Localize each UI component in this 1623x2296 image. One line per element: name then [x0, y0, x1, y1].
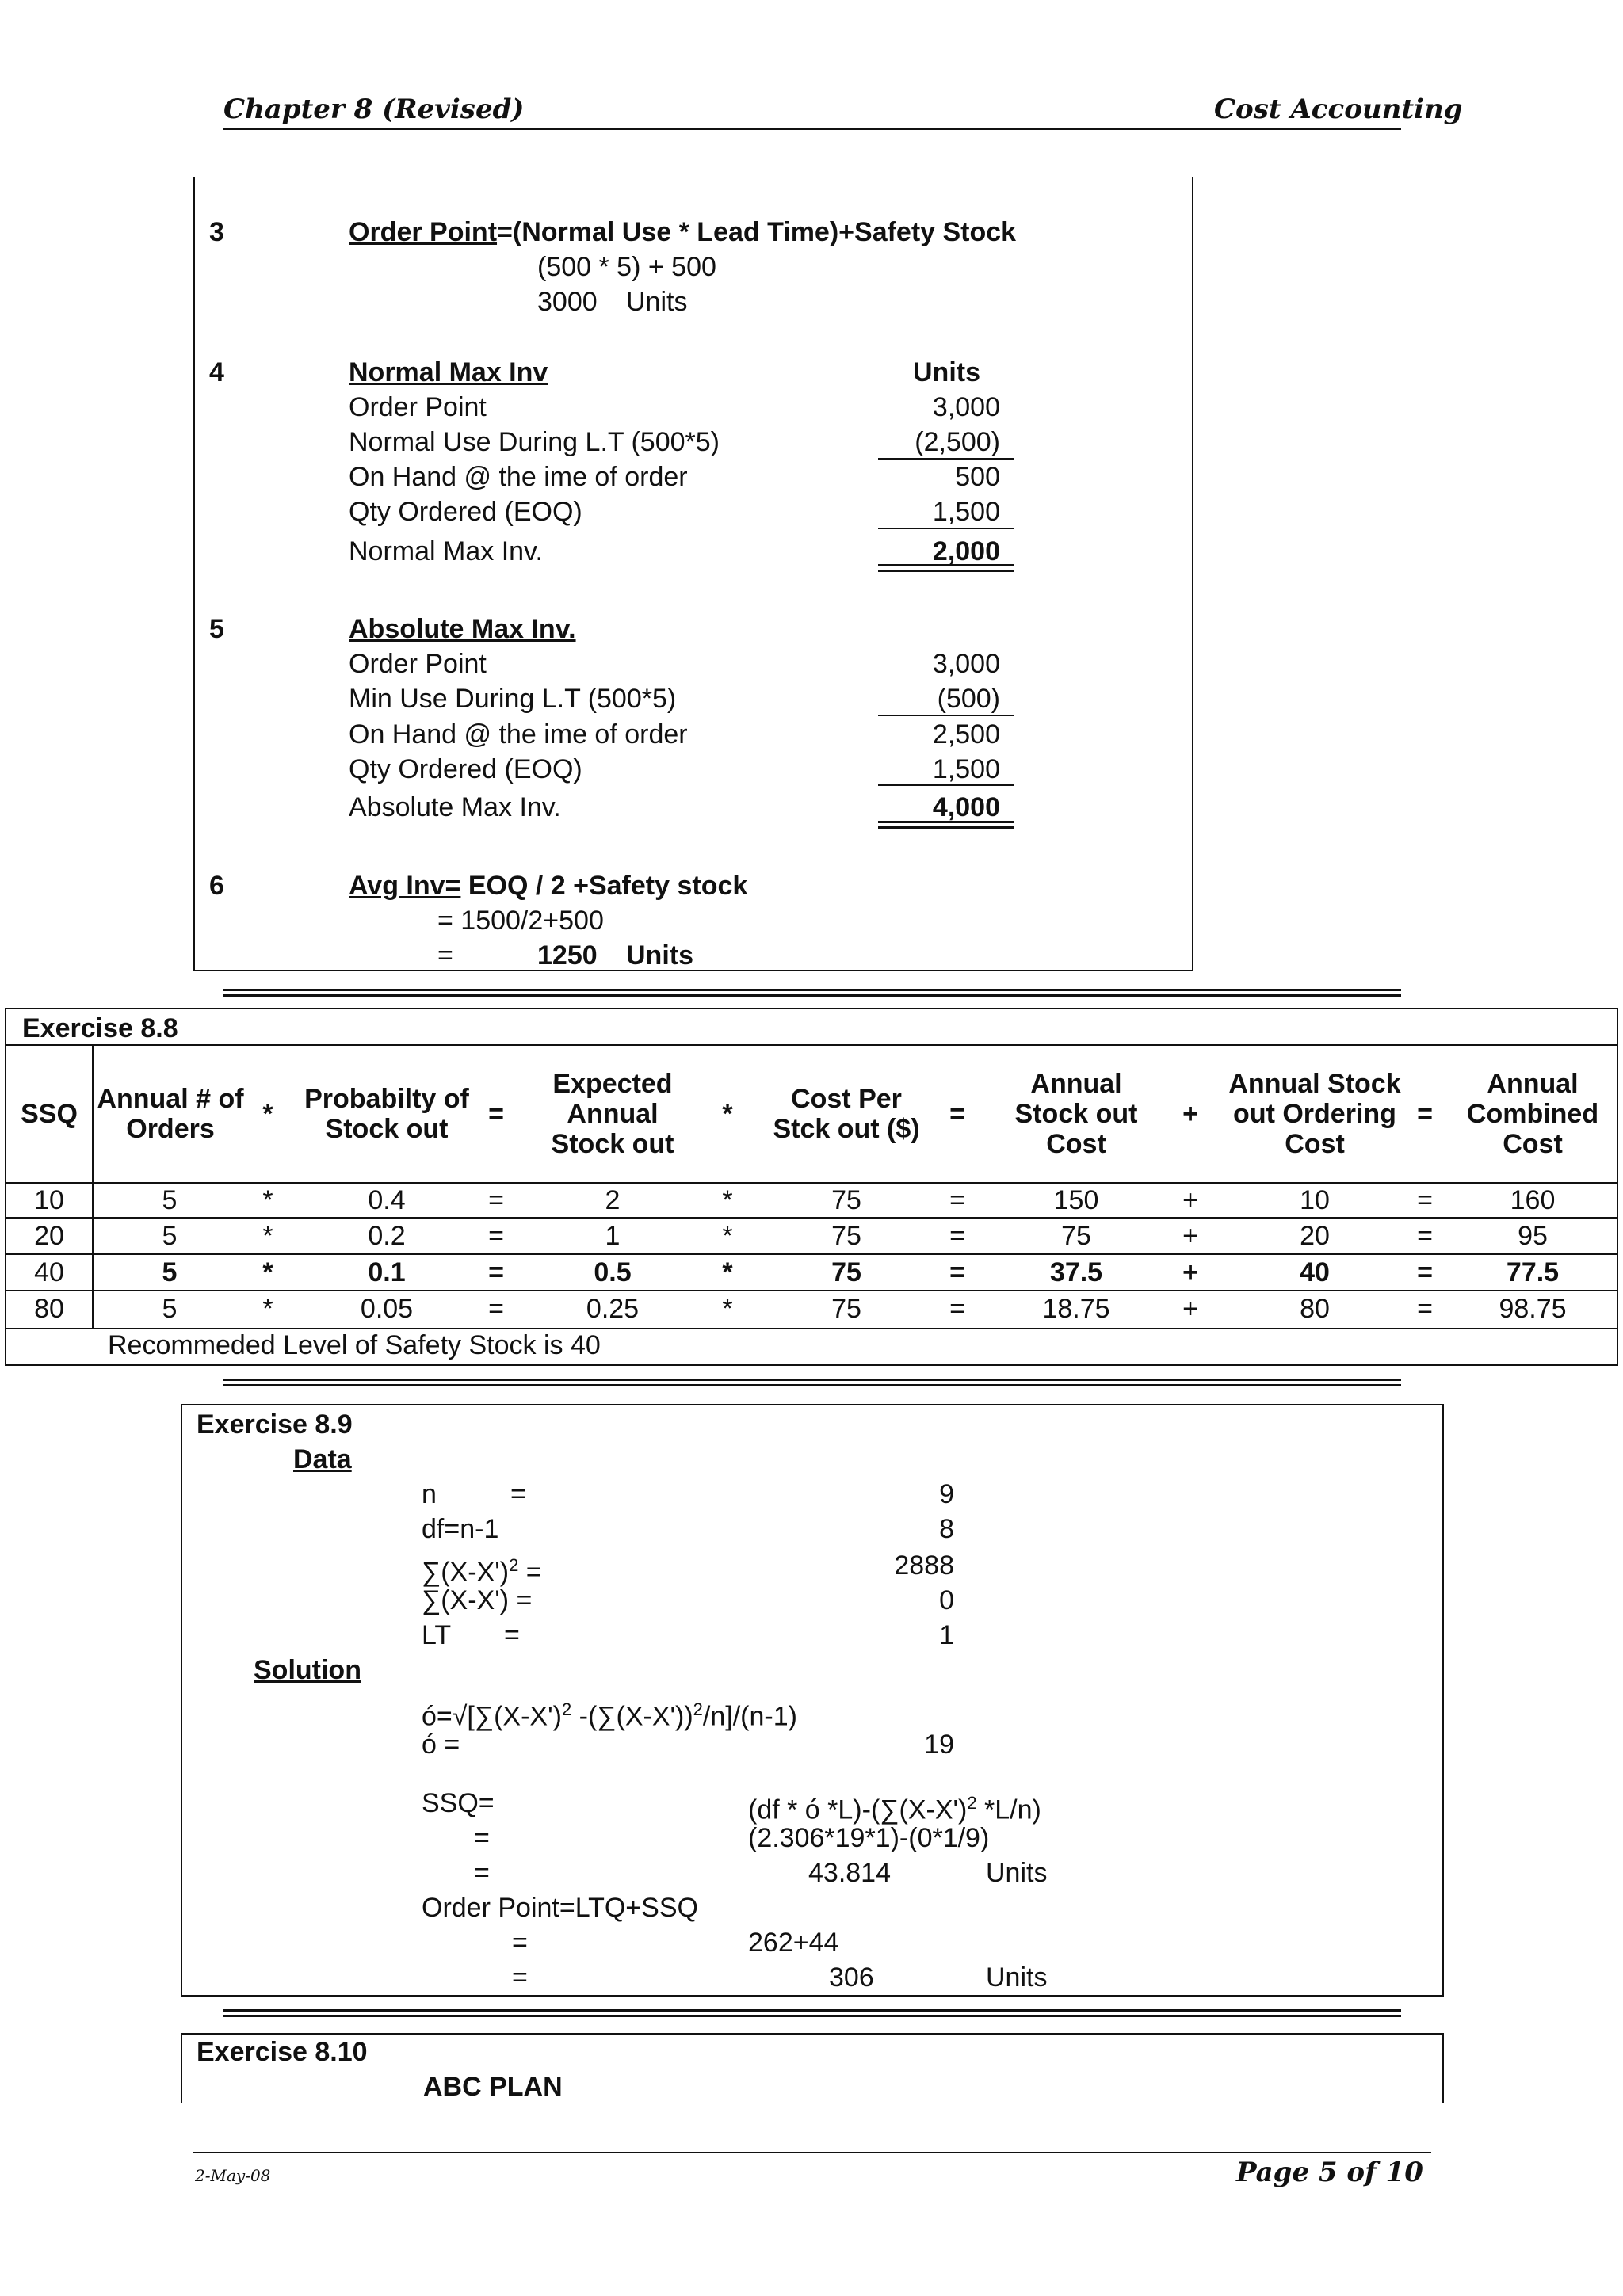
cell-ordering-cost: 80	[1300, 1294, 1330, 1324]
cell-expected: 0.25	[586, 1294, 640, 1324]
cell-cost-per: 75	[831, 1221, 861, 1251]
cell-operator: *	[722, 1257, 733, 1287]
item6-formula: EOQ / 2 +Safety stock	[460, 871, 748, 901]
header-operator: =	[949, 1099, 965, 1129]
n-value: 9	[939, 1479, 954, 1509]
item5-total-double-rule	[878, 821, 1014, 829]
header-ssq: SSQ	[21, 1099, 78, 1129]
header-cost-per-stockout: Cost Per Stck out ($)	[773, 1084, 920, 1144]
cell-operator: +	[1182, 1221, 1198, 1251]
item3-number: 3	[209, 217, 224, 247]
header-subject: Cost Accounting	[1214, 93, 1463, 125]
item6-unit: Units	[626, 940, 693, 971]
cell-operator: *	[722, 1185, 733, 1215]
order-point-substitution: 262+44	[748, 1928, 839, 1958]
sum-label: ∑(X-X') =	[422, 1585, 533, 1615]
cell-ordering-cost: 40	[1300, 1257, 1330, 1287]
sum-value: 0	[939, 1585, 954, 1615]
ssq-value: 43.814	[808, 1858, 891, 1888]
exercise-8-10-right-border	[1442, 2033, 1444, 2103]
section-separator	[223, 989, 1401, 997]
item5-subtotal-rule	[878, 784, 1014, 786]
cell-operator: *	[722, 1294, 733, 1324]
data-label: Data	[293, 1444, 352, 1474]
cell-expected: 0.5	[594, 1257, 632, 1287]
header-chapter: Chapter 8 (Revised)	[223, 93, 525, 125]
order-point-eq: =	[512, 1962, 528, 1993]
ssq-substitution: (2.306*19*1)-(0*1/9)	[748, 1823, 990, 1853]
exercise-8-10-left-border	[181, 2033, 182, 2103]
cell-expected: 2	[605, 1185, 621, 1215]
lt-label: LT	[422, 1620, 452, 1650]
item5-subtotal-rule	[878, 715, 1014, 716]
cell-operator: =	[949, 1185, 965, 1215]
header-annual-orders: Annual # of Orders	[97, 1084, 244, 1144]
sigma-formula	[422, 1692, 797, 1733]
item4-row-value: (2,500)	[915, 427, 1000, 457]
cell-operator: +	[1182, 1294, 1198, 1324]
lt-eq: =	[504, 1620, 520, 1650]
exercise-8-10-title: Exercise 8.10	[197, 2037, 368, 2067]
cell-operator: =	[1417, 1221, 1433, 1251]
sum-sq-value: 2888	[894, 1550, 954, 1581]
item5-row-value: (500)	[937, 684, 1000, 714]
item5-total-label: Absolute Max Inv.	[349, 792, 561, 822]
item5-row-label: Min Use During L.T (500*5)	[349, 684, 677, 714]
item5-row-value: 3,000	[932, 649, 1000, 679]
exercise-8-9-title: Exercise 8.9	[197, 1409, 353, 1440]
ssq-formula-part: *L/n)	[976, 1794, 1041, 1825]
item5-row-label: On Hand @ the ime of order	[349, 719, 688, 749]
header-operator: *	[722, 1099, 733, 1129]
item3-value: 3000	[537, 287, 598, 317]
cell-operator: *	[262, 1294, 273, 1324]
sigma-label: ó =	[422, 1730, 460, 1760]
cell-probability: 0.1	[368, 1257, 406, 1287]
cell-combined: 98.75	[1499, 1294, 1567, 1324]
item3-label: Order Point	[349, 217, 498, 247]
sum-sq-exponent: 2	[509, 1555, 519, 1575]
order-point-eq: =	[512, 1928, 528, 1958]
cell-operator: =	[488, 1185, 504, 1215]
item4-row-value: 3,000	[932, 392, 1000, 422]
cell-stockout-cost: 18.75	[1042, 1294, 1110, 1324]
sum-sq-text: ∑(X-X')	[422, 1557, 510, 1588]
df-label: df=n-1	[422, 1514, 499, 1544]
cell-combined: 95	[1518, 1221, 1548, 1251]
item6-number: 6	[209, 871, 224, 901]
item6-label: Avg Inv=	[349, 871, 461, 901]
exercise-8-9-box	[181, 1404, 1444, 1997]
cell-stockout-cost: 37.5	[1049, 1257, 1103, 1287]
cell-operator: *	[262, 1185, 273, 1215]
cell-operator: *	[722, 1221, 733, 1251]
item6-line1: = 1500/2+500	[437, 906, 604, 936]
item4-total-value: 2,000	[932, 536, 1000, 566]
sigma-formula-part: /n]/(n-1)	[702, 1701, 797, 1732]
n-label: n	[422, 1479, 437, 1509]
cell-cost-per: 75	[831, 1257, 861, 1287]
ssq-eq: =	[474, 1823, 490, 1853]
cell-combined: 77.5	[1506, 1257, 1560, 1287]
item3-formula: =(Normal Use * Lead Time)+Safety Stock	[497, 217, 1017, 247]
order-point-unit: Units	[986, 1962, 1048, 1993]
cell-stockout-cost: 75	[1061, 1221, 1091, 1251]
df-value: 8	[939, 1514, 954, 1544]
item3-heading	[349, 215, 1016, 250]
header-operator: +	[1182, 1099, 1198, 1129]
cell-operator: =	[1417, 1294, 1433, 1324]
cell-operator: =	[488, 1257, 504, 1287]
cell-operator: +	[1182, 1257, 1198, 1287]
solution-label: Solution	[254, 1655, 361, 1685]
footer-page: Page 5 of 10	[1236, 2157, 1423, 2188]
cell-ssq: 20	[34, 1221, 64, 1251]
item4-row-value: 1,500	[932, 497, 1000, 527]
header-operator: =	[1417, 1099, 1433, 1129]
n-eq: =	[510, 1479, 526, 1509]
cell-combined: 160	[1510, 1185, 1556, 1215]
item5-number: 5	[209, 614, 224, 644]
top-box-bottom-border	[193, 970, 1193, 971]
cell-operator: =	[949, 1257, 965, 1287]
order-point-label: Order Point=LTQ+SSQ	[422, 1893, 698, 1923]
top-box-left-border	[193, 177, 195, 971]
item4-units-header: Units	[913, 357, 980, 387]
cell-probability: 0.05	[360, 1294, 414, 1324]
cell-operator: =	[488, 1221, 504, 1251]
item4-subtotal-rule	[878, 528, 1014, 529]
footer-rule	[193, 2152, 1431, 2153]
cell-operator: =	[1417, 1185, 1433, 1215]
item4-row-label: Normal Use During L.T (500*5)	[349, 427, 720, 457]
sum-sq-eq: =	[518, 1557, 542, 1588]
item4-number: 4	[209, 357, 224, 387]
cell-cost-per: 75	[831, 1185, 861, 1215]
cell-orders: 5	[162, 1294, 178, 1324]
footer-date: 2-May-08	[195, 2166, 271, 2185]
item6-value: 1250	[537, 940, 598, 971]
sigma-formula-part: -(∑(X-X'))	[571, 1701, 693, 1732]
top-box-right-border	[1192, 177, 1193, 971]
section-separator	[223, 2009, 1401, 2017]
sigma-formula-part: ó=√[∑(X-X')	[422, 1701, 562, 1732]
header-annual-stockout-cost: Annual Stock out Cost	[1014, 1069, 1138, 1159]
item4-total-label: Normal Max Inv.	[349, 536, 543, 566]
cell-ordering-cost: 10	[1300, 1185, 1330, 1215]
lt-value: 1	[939, 1620, 954, 1650]
header-combined-cost: Annual Combined Cost	[1466, 1069, 1599, 1159]
exercise-8-10-subtitle: ABC PLAN	[423, 2072, 563, 2102]
ssq-label: SSQ=	[422, 1788, 495, 1818]
sigma-formula-exponent: 2	[561, 1699, 572, 1719]
item5-title: Absolute Max Inv.	[349, 614, 576, 644]
item5-total-value: 4,000	[932, 792, 1000, 822]
item6-eq: =	[437, 940, 453, 971]
item4-row-label: Order Point	[349, 392, 487, 422]
cell-stockout-cost: 150	[1053, 1185, 1099, 1215]
exercise-8-8-note: Recommeded Level of Safety Stock is 40	[108, 1330, 601, 1360]
cell-operator: *	[262, 1221, 273, 1251]
item4-total-double-rule	[878, 564, 1014, 572]
item4-row-label: On Hand @ the ime of order	[349, 462, 688, 492]
cell-ssq: 40	[34, 1257, 64, 1287]
cell-operator: +	[1182, 1185, 1198, 1215]
exercise-8-8-title: Exercise 8.8	[22, 1013, 178, 1043]
cell-orders: 5	[162, 1221, 178, 1251]
cell-ordering-cost: 20	[1300, 1221, 1330, 1251]
header-operator: =	[488, 1099, 504, 1129]
ssq-formula-exponent: 2	[967, 1793, 977, 1813]
sigma-formula-exponent: 2	[693, 1699, 703, 1719]
header-rule	[223, 128, 1401, 130]
order-point-value: 306	[829, 1962, 874, 1993]
cell-operator: =	[488, 1294, 504, 1324]
cell-operator: *	[262, 1257, 273, 1287]
item5-row-value: 2,500	[932, 719, 1000, 749]
section-separator	[223, 1379, 1401, 1386]
ssq-eq: =	[474, 1858, 490, 1888]
item4-row-value: 500	[955, 462, 1000, 492]
item6-heading	[349, 868, 747, 903]
cell-probability: 0.4	[368, 1185, 406, 1215]
cell-expected: 1	[605, 1221, 621, 1251]
cell-ssq: 10	[34, 1185, 64, 1215]
header-probability: Probabilty of Stock out	[304, 1084, 469, 1144]
cell-operator: =	[1417, 1257, 1433, 1287]
header-operator: *	[262, 1099, 273, 1129]
cell-probability: 0.2	[368, 1221, 406, 1251]
sigma-value: 19	[924, 1730, 954, 1760]
cell-ssq: 80	[34, 1294, 64, 1324]
cell-operator: =	[949, 1294, 965, 1324]
item4-row-label: Qty Ordered (EOQ)	[349, 497, 582, 527]
cell-orders: 5	[162, 1185, 178, 1215]
item5-row-label: Qty Ordered (EOQ)	[349, 754, 582, 784]
cell-orders: 5	[162, 1257, 178, 1287]
exercise-8-10-top-border	[181, 2033, 1444, 2035]
ssq-formula-part: (df * ó *L)-(∑(X-X')	[748, 1794, 968, 1825]
ssq-column-divider	[92, 1044, 94, 1329]
cell-operator: =	[949, 1221, 965, 1251]
item3-line1: (500 * 5) + 500	[537, 252, 716, 282]
cell-cost-per: 75	[831, 1294, 861, 1324]
exercise-8-8-table	[5, 1008, 1618, 1366]
item5-row-value: 1,500	[932, 754, 1000, 784]
item3-unit: Units	[626, 287, 688, 317]
item5-row-label: Order Point	[349, 649, 487, 679]
item4-title: Normal Max Inv	[349, 357, 548, 387]
ssq-unit: Units	[986, 1858, 1048, 1888]
header-ordering-cost: Annual Stock out Ordering Cost	[1228, 1069, 1401, 1159]
header-expected-stockout: Expected Annual Stock out	[551, 1069, 674, 1159]
